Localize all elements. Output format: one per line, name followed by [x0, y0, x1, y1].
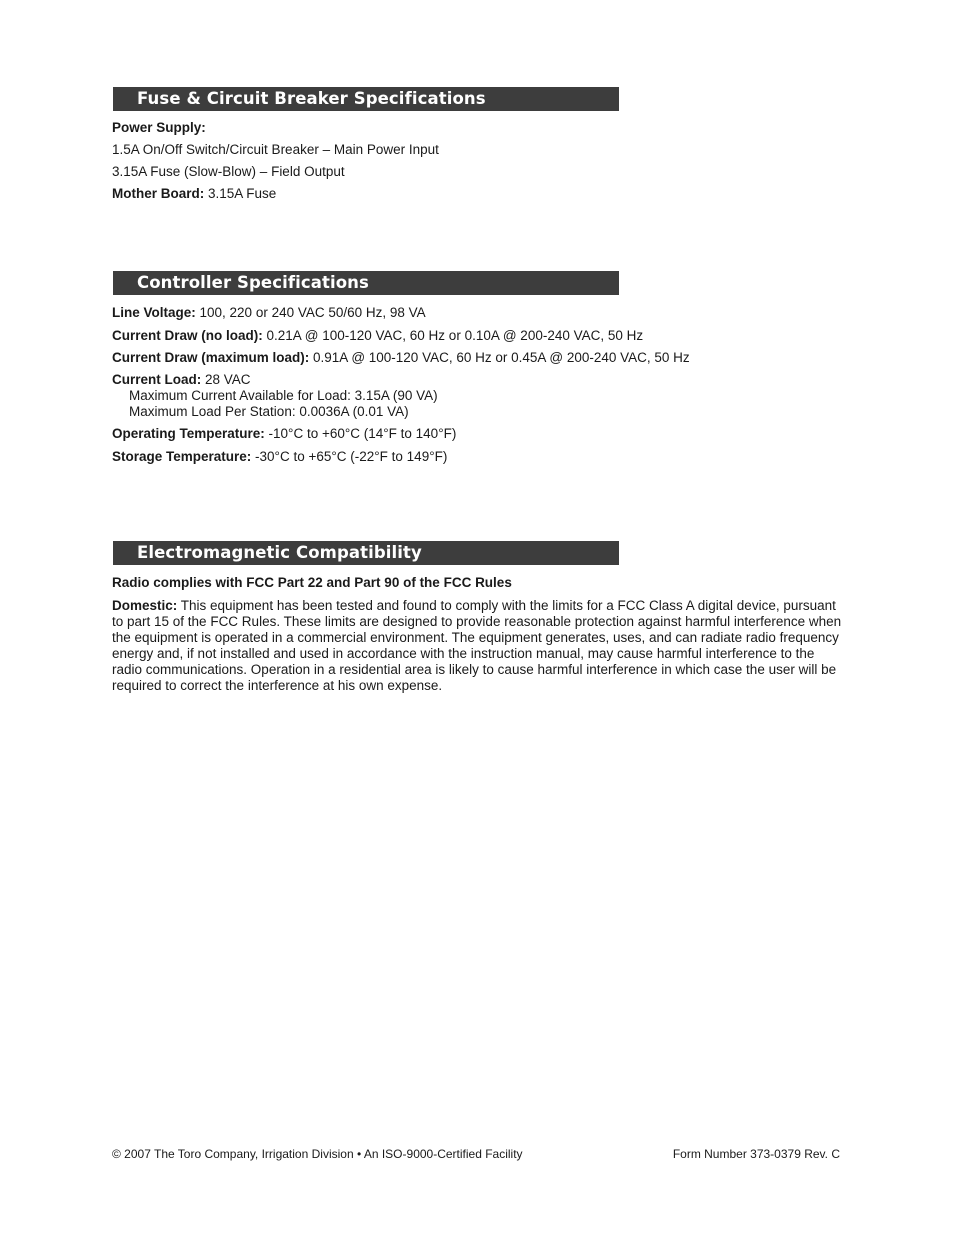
power-supply-label: Power Supply: [112, 120, 206, 135]
mother-board-value: 3.15A Fuse [204, 186, 277, 201]
max-current-available-line: Maximum Current Available for Load: 3.15A (90 VA) [129, 388, 438, 403]
power-supply-breaker-line: 1.5A On/Off Switch/Circuit Breaker – Main Power Input [112, 142, 439, 157]
power-supply-fuse-line: 3.15A Fuse (Slow-Blow) – Field Output [112, 164, 345, 179]
domestic-paragraph [112, 598, 844, 694]
operating-temperature-line [112, 426, 456, 442]
current-draw-max-label: Current Draw (maximum load): [112, 350, 310, 365]
storage-temperature-line [112, 449, 447, 465]
max-load-per-station-line: Maximum Load Per Station: 0.0036A (0.01 VA) [129, 404, 409, 419]
controller-section-heading: Controller Specifications [113, 271, 619, 295]
current-load-label: Current Load: [112, 372, 202, 387]
radio-compliance-line: Radio complies with FCC Part 22 and Part 90 of the FCC Rules [112, 575, 512, 590]
current-draw-no-load-label: Current Draw (no load): [112, 328, 263, 343]
line-voltage-line [112, 305, 426, 321]
operating-temperature-label: Operating Temperature: [112, 426, 265, 441]
current-load-value: 28 VAC [201, 372, 251, 387]
current-draw-no-load-line [112, 328, 643, 344]
mother-board-line [112, 186, 276, 202]
line-voltage-value: 100, 220 or 240 VAC 50/60 Hz, 98 VA [195, 305, 426, 320]
current-draw-max-line [112, 350, 690, 366]
storage-temperature-value: -30°C to +65°C (-22°F to 149°F) [251, 449, 448, 464]
footer-copyright: © 2007 The Toro Company, Irrigation Division • An ISO-9000-Certified Facility [112, 1147, 523, 1161]
footer-form-number: Form Number 373-0379 Rev. C [672, 1147, 840, 1161]
current-load-line [112, 372, 251, 388]
emc-section-heading: Electromagnetic Compatibility [113, 541, 619, 565]
current-draw-max-value: 0.91A @ 100-120 VAC, 60 Hz or 0.45A @ 200-240 VAC, 50 Hz [309, 350, 690, 365]
domestic-text: This equipment has been tested and found to comply with the limits for a FCC Class A digital device, pursuant to part 15 of the FCC Rules. These limits are designed to provide reasonable protection against harmful interference when the equipment is operated in a commercial environment. The equipment generates, uses, and can radiate radio frequency energy and, if not installed and used in accordance with the instruction manual, may cause harmful interference to the radio communications. Operation in a residential area is likely to cause harmful interference in which case the user will be required to correct the interference at his own expense. [112, 598, 842, 693]
operating-temperature-value: -10°C to +60°C (14°F to 140°F) [264, 426, 457, 441]
fuse-section-heading: Fuse & Circuit Breaker Specifications [113, 87, 619, 111]
line-voltage-label: Line Voltage: [112, 305, 196, 320]
mother-board-label: Mother Board: [112, 186, 205, 201]
current-draw-no-load-value: 0.21A @ 100-120 VAC, 60 Hz or 0.10A @ 200-240 VAC, 50 Hz [262, 328, 644, 343]
storage-temperature-label: Storage Temperature: [112, 449, 252, 464]
domestic-label: Domestic: [112, 598, 178, 613]
